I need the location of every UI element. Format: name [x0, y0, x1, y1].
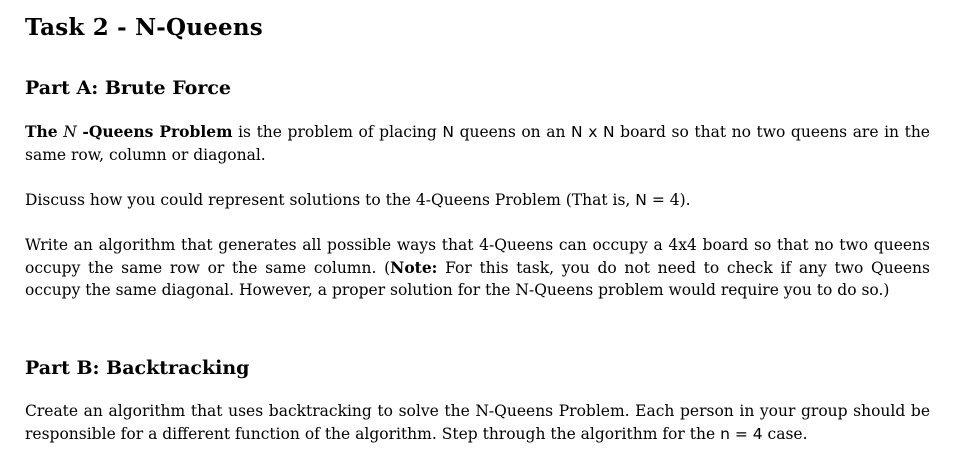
n-variable-discuss: N [635, 191, 647, 209]
the-bold: The [25, 122, 58, 141]
part-a-discuss-paragraph [25, 189, 930, 212]
queens-problem-bold: -Queens Problem [82, 122, 233, 141]
note-label: Note: [390, 257, 438, 277]
case-text: case. [767, 424, 808, 443]
backtracking-text: Create an algorithm that uses backtracking to solve the N-Queens Problem. Each person in your group should be responsible for a different function of the algorithm. Step through the algorithm for the [25, 402, 930, 443]
algorithm-text: Write an algorithm that generates all possible ways that 4-Queens can occupy a 4x4 board so that no two queens occupy the same row or the same column. ( [25, 236, 930, 277]
definition-text-3: board so that no two queens are in the same row, column or diagonal. [25, 123, 930, 164]
note-text: For this task, you do not need to check if any two Queens occupy the same diagonal. However, a proper solution for the N-Queens problem would require you to do so.) [25, 258, 930, 299]
page-title: Task 2 - N-Queens [25, 14, 263, 41]
discuss-text-2: = 4). [651, 191, 691, 209]
definition-text-2: queens on an [459, 123, 566, 141]
n-variable: N [63, 123, 77, 141]
part-b-heading: Part B: Backtracking [25, 357, 250, 379]
part-a-algorithm-paragraph [25, 234, 930, 302]
part-a-heading: Part A: Brute Force [25, 77, 232, 99]
discuss-text: Discuss how you could represent solutions to the 4-Queens Problem (That is, [25, 191, 631, 209]
n-equals-4-code: n = 4 [720, 424, 763, 443]
n-x-n-variable: N x N [571, 123, 615, 141]
part-a-definition-paragraph [25, 121, 930, 166]
definition-text: is the problem of placing [238, 123, 437, 141]
n-variable-sans: N [442, 123, 455, 141]
part-b-paragraph [25, 400, 930, 445]
